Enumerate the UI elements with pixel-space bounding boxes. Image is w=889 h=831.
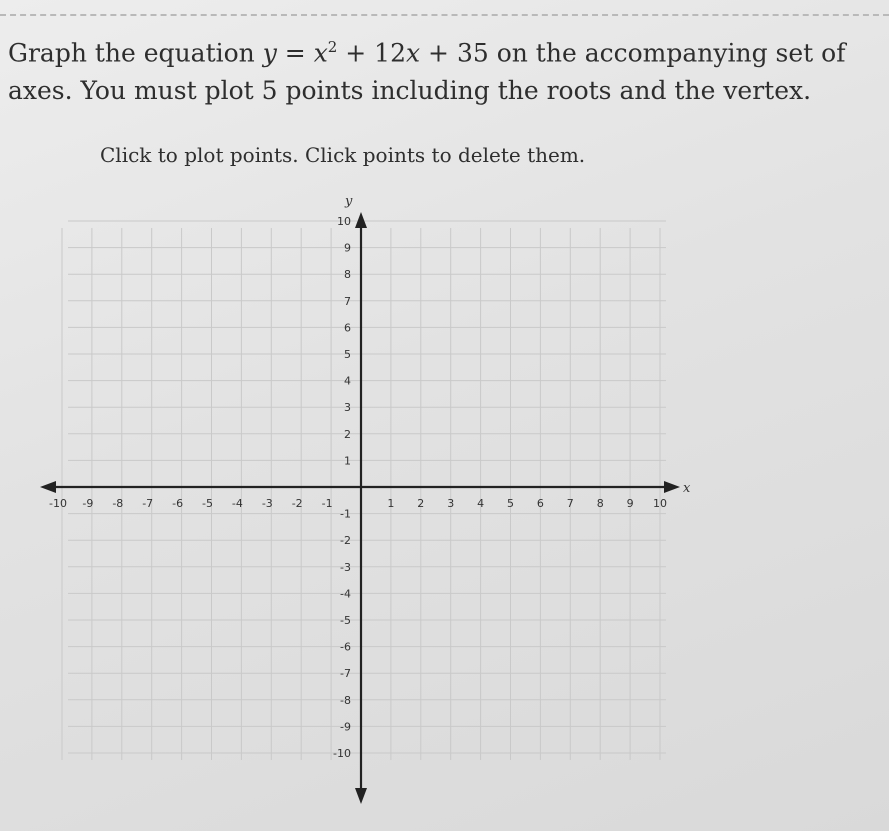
- y-axis-arrow-up: [355, 212, 367, 228]
- y-axis-arrow-down: [355, 788, 367, 804]
- x-tick-label: -2: [291, 497, 303, 510]
- x-tick-label: 9: [626, 497, 634, 510]
- x-tick-label: -10: [49, 497, 67, 510]
- x-axis-arrow-left: [40, 481, 56, 493]
- y-tick-label: -7: [340, 667, 351, 681]
- y-tick-label: 6: [344, 321, 351, 335]
- y-tick-label: 9: [344, 241, 351, 255]
- grid: [62, 221, 666, 760]
- x-tick-label: 1: [387, 497, 395, 510]
- x-tick-label: -6: [172, 497, 184, 510]
- x-tick-label: -8: [112, 497, 124, 510]
- x-tick-label: 3: [447, 497, 455, 510]
- y-tick-label: -8: [340, 693, 351, 707]
- x-tick-label: 7: [566, 497, 574, 510]
- x-tick-label: 4: [477, 497, 485, 510]
- y-axis-label: y: [345, 194, 353, 209]
- x-tick-label: 8: [596, 497, 604, 510]
- y-tick-label: -10: [333, 747, 351, 760]
- x-tick-label: -5: [202, 497, 213, 510]
- y-tick-label: 2: [344, 427, 351, 441]
- y-tick-label: 3: [344, 401, 351, 415]
- y-tick-label: 1: [344, 454, 351, 468]
- y-tick-label: -6: [340, 640, 351, 654]
- x-tick-label: -3: [261, 497, 273, 510]
- y-tick-label: 8: [344, 268, 351, 282]
- y-tick-label: -9: [340, 720, 351, 734]
- y-tick-label: 4: [344, 374, 351, 388]
- x-tick-label: 6: [536, 497, 544, 510]
- x-axis-label: x: [683, 481, 691, 496]
- x-tick-label: 5: [507, 497, 514, 510]
- x-axis-arrow-right: [664, 481, 680, 493]
- y-tick-label: 5: [344, 348, 351, 361]
- x-tick-label: -9: [82, 497, 94, 510]
- x-tick-label: -7: [142, 497, 154, 510]
- y-tick-label: -2: [340, 534, 351, 548]
- y-tick-label: -4: [340, 587, 351, 601]
- y-tick-label: -1: [340, 507, 351, 521]
- instruction-text: Click to plot points. Click points to delete them.: [100, 143, 586, 167]
- x-tick-label: 10: [653, 497, 667, 510]
- question-text: Graph the equation $y = x^2 + 12x + 35$ on the accompanying set of axes. You must plot 5 points including the roots and the vertex.: [8, 38, 846, 106]
- x-tick-label: -4: [231, 497, 243, 510]
- y-tick-label: -5: [340, 614, 351, 627]
- y-tick-label: -3: [340, 560, 351, 574]
- x-tick-label: 2: [417, 497, 425, 510]
- y-tick-label: 7: [344, 294, 351, 308]
- x-tick-label: -1: [321, 497, 333, 510]
- y-tick-label: 10: [337, 215, 351, 228]
